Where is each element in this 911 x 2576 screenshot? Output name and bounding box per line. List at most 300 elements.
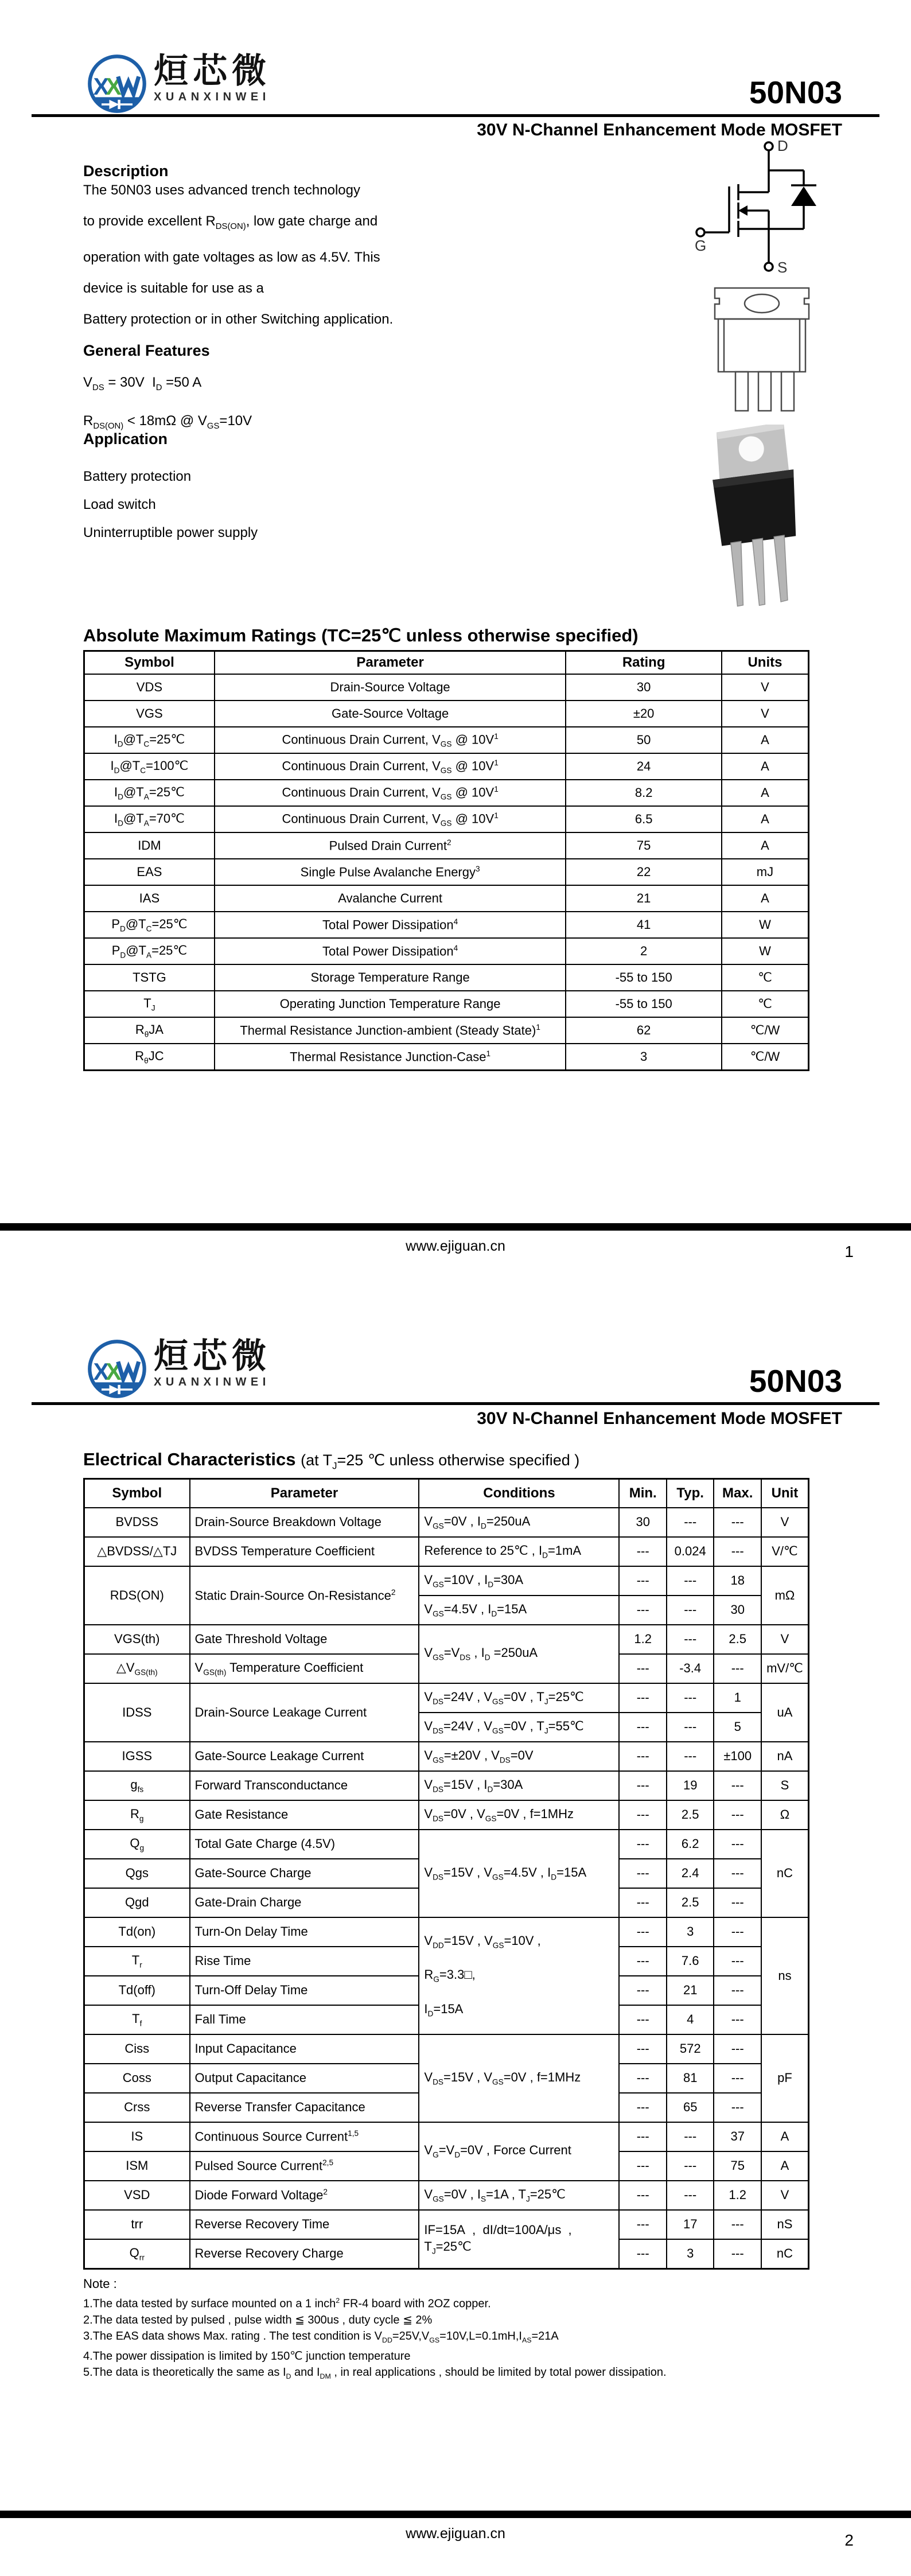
- logo-mark-icon: [86, 1338, 148, 1400]
- table-cell: ---: [619, 2181, 667, 2210]
- notes-list: [83, 2293, 840, 2384]
- table-cell: ---: [667, 1713, 714, 1742]
- table-row: [84, 2181, 809, 2210]
- table-cell: 50: [566, 727, 722, 753]
- table-cell: mJ: [722, 859, 809, 885]
- table-cell: ---: [619, 1596, 667, 1625]
- table-row: [84, 1742, 809, 1771]
- source-label: S: [777, 259, 788, 276]
- table-cell: 2.5: [667, 1800, 714, 1830]
- table-cell: $V_{DS}=15V$ , $V_{GS}=4.5V$ , $I_D=15A$: [419, 1830, 619, 1917]
- table-cell: A: [722, 832, 809, 859]
- table-cell: A: [722, 780, 809, 806]
- table-cell: Continuous Source Current$^{1,5}$: [190, 2122, 419, 2151]
- table-cell: Pulsed Source Current$^{2,5}$: [190, 2151, 419, 2181]
- body-arrow-icon: [738, 205, 748, 216]
- ec-title-text: Electrical Characteristics: [83, 1449, 296, 1469]
- table-cell: ---: [714, 1800, 761, 1830]
- table-cell: 19: [667, 1771, 714, 1800]
- table-cell: 1: [714, 1683, 761, 1713]
- description-line: device is suitable for use as a: [83, 280, 264, 296]
- table-cell: -3.4: [667, 1654, 714, 1683]
- table-cell: Qgd: [84, 1888, 190, 1917]
- table-cell: ---: [714, 2005, 761, 2034]
- table-cell: ---: [619, 2239, 667, 2269]
- feature-line: $R_{DS(ON)} < 18m\Omega$ @ $V_{GS}=10V$: [83, 413, 252, 431]
- table-cell: Td(on): [84, 1917, 190, 1947]
- page-number: 2: [844, 2531, 854, 2549]
- table-cell: mV/℃: [761, 1654, 809, 1683]
- table-cell: $V_{DS}=0V$ , $V_{GS}=0V$ , f=1MHz: [419, 1800, 619, 1830]
- table-cell: RDS(ON): [84, 1566, 190, 1625]
- table-cell: ns: [761, 1917, 809, 2034]
- table-cell: 6.2: [667, 1830, 714, 1859]
- table-cell: ---: [667, 2151, 714, 2181]
- table-cell: $V_{GS}=4.5V$ , $I_D=15A$: [419, 1596, 619, 1625]
- table-row: [84, 912, 809, 938]
- table-cell: 18: [714, 1566, 761, 1596]
- table-cell: V: [761, 1625, 809, 1654]
- table-cell: VDS: [84, 674, 215, 701]
- table-cell: Ciss: [84, 2034, 190, 2064]
- table-cell: ---: [619, 1654, 667, 1683]
- table-cell: Gate Resistance: [190, 1800, 419, 1830]
- table-cell: A: [722, 885, 809, 912]
- table-cell: Output Capacitance: [190, 2064, 419, 2093]
- table-cell: ---: [714, 1859, 761, 1888]
- table-row: [84, 1537, 809, 1566]
- table-row: [84, 701, 809, 727]
- table-cell: nA: [761, 1742, 809, 1771]
- table-cell: uA: [761, 1683, 809, 1742]
- table-cell: Reverse Transfer Capacitance: [190, 2093, 419, 2122]
- table-cell: ---: [714, 1508, 761, 1537]
- table-cell: $T_J$: [84, 991, 215, 1017]
- column-header: Parameter: [190, 1479, 419, 1508]
- table-cell: 1.2: [714, 2181, 761, 2210]
- ec-title-note: (at $T_J=25$ ℃ unless otherwise specified ): [301, 1452, 580, 1472]
- table-row: [84, 2122, 809, 2151]
- table-cell: Rise Time: [190, 1947, 419, 1976]
- table-cell: 1.2: [619, 1625, 667, 1654]
- table-row: [84, 1566, 809, 1596]
- table-cell: $V_{DD}=15V$ , $V_{GS}=10V$ , $R_G=3.3□$, $I_D=15A$: [419, 1917, 619, 2034]
- table-cell: ±20: [566, 701, 722, 727]
- notes-title: Note :: [83, 2277, 117, 2291]
- table-cell: $Q_g$: [84, 1830, 190, 1859]
- table-cell: Avalanche Current: [215, 885, 566, 912]
- table-cell: Single Pulse Avalanche Energy$^3$: [215, 859, 566, 885]
- company-logo: [86, 1338, 271, 1400]
- table-header-row: [84, 1479, 809, 1508]
- table-cell: $Q_{rr}$: [84, 2239, 190, 2269]
- column-header: Min.: [619, 1479, 667, 1508]
- table-cell: IGSS: [84, 1742, 190, 1771]
- description-line: to provide excellent $R_{DS(ON)}$, low gate charge and: [83, 213, 378, 231]
- table-cell: pF: [761, 2034, 809, 2122]
- table-cell: ---: [619, 1976, 667, 2005]
- table-cell: 21: [667, 1976, 714, 2005]
- brand-name-cn: 烜芯微: [154, 1337, 271, 1375]
- logo-letter-x2: X: [106, 73, 122, 100]
- table-cell: IDM: [84, 832, 215, 859]
- table-cell: ---: [714, 2034, 761, 2064]
- description-line: operation with gate voltages as low as 4.5V. This: [83, 249, 380, 265]
- table-cell: 24: [566, 753, 722, 780]
- page-number: 1: [844, 1243, 854, 1260]
- table-cell: Static Drain-Source On-Resistance$^2$: [190, 1566, 419, 1625]
- table-cell: Total Power Dissipation$^4$: [215, 912, 566, 938]
- logo-letter-x2: X: [106, 1358, 122, 1385]
- table-cell: A: [722, 727, 809, 753]
- table-cell: nC: [761, 1830, 809, 1917]
- amr-table: [83, 650, 809, 1071]
- table-cell: -55 to 150: [566, 991, 722, 1017]
- table-cell: 62: [566, 1017, 722, 1044]
- table-cell: Crss: [84, 2093, 190, 2122]
- header-rule: [32, 114, 879, 117]
- table-cell: Diode Forward Voltage$^2$: [190, 2181, 419, 2210]
- table-cell: $T_f$: [84, 2005, 190, 2034]
- part-number: 50N03: [749, 1363, 842, 1399]
- table-cell: 6.5: [566, 806, 722, 832]
- table-cell: A: [722, 753, 809, 780]
- logo-mark-icon: [86, 53, 148, 115]
- table-cell: Thermal Resistance Junction-ambient (Steady State)$^1$: [215, 1017, 566, 1044]
- table-row: [84, 938, 809, 964]
- table-cell: ---: [714, 2239, 761, 2269]
- table-cell: 2.4: [667, 1859, 714, 1888]
- table-cell: VGS(th): [84, 1625, 190, 1654]
- note-line: 2.The data tested by pulsed , pulse width ≦ 300us , duty cycle ≦ 2%: [83, 2313, 433, 2326]
- table-row: [84, 2210, 809, 2239]
- brand-name-cn: 烜芯微: [154, 52, 271, 90]
- table-cell: Continuous Drain Current, $V_{GS}$ @ $10V^1$: [215, 780, 566, 806]
- note-line: 3.The EAS data shows Max. rating . The test condition is $V_{DD}=25V,V_{GS}=10V,L=0.1mH,I_{AS}=21A$: [83, 2329, 559, 2344]
- table-cell: ℃: [722, 991, 809, 1017]
- brand-name-en: XUANXINWEI: [154, 1376, 270, 1388]
- description-line: The 50N03 uses advanced trench technology: [83, 182, 360, 198]
- table-cell: ℃/W: [722, 1044, 809, 1071]
- drain-label: D: [777, 141, 788, 154]
- table-cell: TSTG: [84, 964, 215, 991]
- table-cell: 30: [566, 674, 722, 701]
- table-cell: trr: [84, 2210, 190, 2239]
- table-cell: 7.6: [667, 1947, 714, 1976]
- logo-letter-x1: X: [93, 73, 110, 100]
- table-cell: ---: [714, 1654, 761, 1683]
- table-cell: $I_D@T_A=25℃$: [84, 780, 215, 806]
- table-cell: 5: [714, 1713, 761, 1742]
- table-cell: Gate-Source Charge: [190, 1859, 419, 1888]
- table-cell: EAS: [84, 859, 215, 885]
- table-row: [84, 780, 809, 806]
- table-cell: Total Power Dissipation$^4$: [215, 938, 566, 964]
- column-header: Rating: [566, 651, 722, 675]
- table-cell: 8.2: [566, 780, 722, 806]
- package-outline-drawing: [710, 286, 813, 421]
- table-cell: $P_D@T_A=25℃$: [84, 938, 215, 964]
- table-cell: ---: [619, 1742, 667, 1771]
- brand-names: [154, 53, 271, 104]
- table-cell: $V_{GS}=V_{DS}$ , $I_D =250uA$: [419, 1625, 619, 1683]
- table-cell: ---: [667, 2181, 714, 2210]
- table-cell: 3: [667, 2239, 714, 2269]
- description-title: Description: [83, 162, 169, 180]
- table-cell: Turn-Off Delay Time: [190, 1976, 419, 2005]
- table-cell: $V_{DS}=15V$ , $I_D=30A$: [419, 1771, 619, 1800]
- table-cell: ISM: [84, 2151, 190, 2181]
- table-row: [84, 964, 809, 991]
- table-cell: V: [761, 2181, 809, 2210]
- table-cell: ℃: [722, 964, 809, 991]
- header-rule: [32, 1402, 879, 1405]
- table-cell: ---: [714, 1976, 761, 2005]
- table-cell: 65: [667, 2093, 714, 2122]
- table-cell: ---: [619, 1888, 667, 1917]
- table-cell: 2: [566, 938, 722, 964]
- table-cell: ---: [619, 1683, 667, 1713]
- table-cell: W: [722, 938, 809, 964]
- table-row: [84, 859, 809, 885]
- table-cell: ---: [619, 1917, 667, 1947]
- table-cell: ---: [667, 1742, 714, 1771]
- application-line: Uninterruptible power supply: [83, 525, 258, 540]
- product-subtitle: 30V N-Channel Enhancement Mode MOSFET: [477, 120, 842, 139]
- table-cell: ---: [714, 1947, 761, 1976]
- table-cell: Gate-Source Leakage Current: [190, 1742, 419, 1771]
- table-cell: Ω: [761, 1800, 809, 1830]
- table-cell: $V_{GS(th)}$ Temperature Coefficient: [190, 1654, 419, 1683]
- application-line: Load switch: [83, 497, 156, 512]
- ec-title: [83, 1450, 579, 1471]
- table-row: [84, 1771, 809, 1800]
- note-line: 4.The power dissipation is limited by 150℃ junction temperature: [83, 2349, 411, 2363]
- table-cell: Thermal Resistance Junction-Case$^1$: [215, 1044, 566, 1071]
- footer-divider: [0, 2511, 911, 2518]
- column-header: Symbol: [84, 1479, 190, 1508]
- application-line: Battery protection: [83, 469, 192, 484]
- table-cell: $V_{DS}=24V$ , $V_{GS}=0V$ , $T_J=25℃$: [419, 1683, 619, 1713]
- table-cell: ---: [619, 1800, 667, 1830]
- features-title: General Features: [83, 342, 210, 359]
- table-cell: -55 to 150: [566, 964, 722, 991]
- table-cell: △BVDSS/△TJ: [84, 1537, 190, 1566]
- table-cell: ---: [619, 1830, 667, 1859]
- table-cell: $R_\theta JA$: [84, 1017, 215, 1044]
- feature-line: $V_{DS} = 30V$ $I_D =50$ A: [83, 375, 202, 392]
- table-cell: $R_\theta JC$: [84, 1044, 215, 1071]
- table-cell: ---: [619, 1713, 667, 1742]
- table-row: [84, 1917, 809, 1947]
- table-cell: Continuous Drain Current, $V_{GS}$ @ $10V^1$: [215, 806, 566, 832]
- table-cell: ---: [619, 2093, 667, 2122]
- table-row: [84, 806, 809, 832]
- table-cell: V: [722, 701, 809, 727]
- column-header: Typ.: [667, 1479, 714, 1508]
- table-cell: mΩ: [761, 1566, 809, 1625]
- table-cell: A: [722, 806, 809, 832]
- footer-divider: [0, 1223, 911, 1231]
- table-row: [84, 1625, 809, 1654]
- table-row: [84, 753, 809, 780]
- table-cell: ---: [714, 1830, 761, 1859]
- table-cell: $V_{DS}=15V$ , $V_{GS}=0V$ , f=1MHz: [419, 2034, 619, 2122]
- part-number: 50N03: [749, 75, 842, 110]
- description-paragraph: [83, 175, 634, 335]
- table-header-row: [84, 651, 809, 675]
- table-cell: ---: [619, 2151, 667, 2181]
- table-cell: VSD: [84, 2181, 190, 2210]
- column-header: Parameter: [215, 651, 566, 675]
- table-cell: IDSS: [84, 1683, 190, 1742]
- gate-label: G: [695, 237, 707, 254]
- table-cell: nS: [761, 2210, 809, 2239]
- table-cell: $V_{GS}=10V$ , $I_D=30A$: [419, 1566, 619, 1596]
- table-cell: ---: [667, 1683, 714, 1713]
- table-cell: Operating Junction Temperature Range: [215, 991, 566, 1017]
- column-header: Symbol: [84, 651, 215, 675]
- table-cell: Total Gate Charge (4.5V): [190, 1830, 419, 1859]
- table-cell: $V_G=V_D=0V$ , Force Current: [419, 2122, 619, 2181]
- table-cell: 37: [714, 2122, 761, 2151]
- table-cell: ---: [619, 1859, 667, 1888]
- table-cell: 572: [667, 2034, 714, 2064]
- table-row: [84, 1800, 809, 1830]
- table-cell: Drain-Source Breakdown Voltage: [190, 1508, 419, 1537]
- table-cell: Fall Time: [190, 2005, 419, 2034]
- table-cell: $V_{GS}=\pm 20V$ , $V_{DS}=0V$: [419, 1742, 619, 1771]
- table-cell: 41: [566, 912, 722, 938]
- table-cell: S: [761, 1771, 809, 1800]
- table-cell: Continuous Drain Current, $V_{GS}$ @ $10V^1$: [215, 727, 566, 753]
- table-cell: Pulsed Drain Current$^2$: [215, 832, 566, 859]
- table-cell: ---: [667, 1596, 714, 1625]
- table-row: [84, 1017, 809, 1044]
- table-cell: ---: [619, 1947, 667, 1976]
- footer-url: www.ejiguan.cn: [406, 1238, 505, 1254]
- table-cell: A: [761, 2151, 809, 2181]
- table-cell: ---: [619, 2034, 667, 2064]
- table-cell: ---: [714, 1771, 761, 1800]
- table-cell: Reference to 25℃ , $I_D=1mA$: [419, 1537, 619, 1566]
- table-cell: 30: [619, 1508, 667, 1537]
- footer-url: www.ejiguan.cn: [406, 2526, 505, 2542]
- company-logo: [86, 53, 271, 115]
- table-cell: Reverse Recovery Charge: [190, 2239, 419, 2269]
- table-cell: ---: [667, 1508, 714, 1537]
- brand-name-en: XUANXINWEI: [154, 91, 270, 103]
- table-cell: 21: [566, 885, 722, 912]
- table-cell: 75: [714, 2151, 761, 2181]
- table-cell: $V_{DS}=24V$ , $V_{GS}=0V$ , $T_J=55℃$: [419, 1713, 619, 1742]
- table-cell: VGS: [84, 701, 215, 727]
- table-row: [84, 2034, 809, 2064]
- table-cell: IF=15A , dI/dt=100A/μs , $T_J=25℃$: [419, 2210, 619, 2269]
- table-cell: ±100: [714, 1742, 761, 1771]
- table-cell: $I_D@T_A=70℃$: [84, 806, 215, 832]
- package-photo: [706, 425, 809, 611]
- table-cell: ---: [714, 1917, 761, 1947]
- table-cell: W: [722, 912, 809, 938]
- note-line: 5.The data is theoretically the same as $I_D$ and $I_{DM}$ , in real applications , should be limited by total power dissipation.: [83, 2365, 667, 2380]
- column-header: Unit: [761, 1479, 809, 1508]
- table-cell: $g_{fs}$: [84, 1771, 190, 1800]
- table-cell: Qgs: [84, 1859, 190, 1888]
- application-list: [83, 462, 599, 547]
- table-cell: ---: [619, 1771, 667, 1800]
- table-cell: $P_D@T_C=25℃$: [84, 912, 215, 938]
- table-cell: $I_D@T_C=100℃$: [84, 753, 215, 780]
- table-cell: 0.024: [667, 1537, 714, 1566]
- table-cell: 17: [667, 2210, 714, 2239]
- column-header: Units: [722, 651, 809, 675]
- table-cell: ---: [714, 1888, 761, 1917]
- table-cell: $V_{GS}=0V$ , $I_D=250uA$: [419, 1508, 619, 1537]
- table-cell: ---: [619, 2005, 667, 2034]
- table-cell: 81: [667, 2064, 714, 2093]
- table-cell: V: [761, 1508, 809, 1537]
- table-cell: Drain-Source Leakage Current: [190, 1683, 419, 1742]
- table-cell: A: [761, 2122, 809, 2151]
- table-row: [84, 674, 809, 701]
- table-cell: ---: [667, 1566, 714, 1596]
- column-header: Max.: [714, 1479, 761, 1508]
- table-cell: BVDSS: [84, 1508, 190, 1537]
- table-cell: ---: [714, 2210, 761, 2239]
- table-row: [84, 832, 809, 859]
- table-cell: $T_r$: [84, 1947, 190, 1976]
- table-row: [84, 885, 809, 912]
- table-cell: Turn-On Delay Time: [190, 1917, 419, 1947]
- table-cell: ---: [619, 1537, 667, 1566]
- table-cell: Forward Transconductance: [190, 1771, 419, 1800]
- table-cell: Coss: [84, 2064, 190, 2093]
- table-cell: ---: [667, 1625, 714, 1654]
- table-cell: ---: [619, 2210, 667, 2239]
- mosfet-symbol-diagram: [691, 141, 835, 278]
- table-cell: $V_{GS}=0V$ , $I_S=1A$ , $T_J=25℃$: [419, 2181, 619, 2210]
- table-cell: Storage Temperature Range: [215, 964, 566, 991]
- table-cell: Continuous Drain Current, $V_{GS}$ @ $10V^1$: [215, 753, 566, 780]
- table-row: [84, 1683, 809, 1713]
- table-cell: ---: [619, 1566, 667, 1596]
- table-cell: V: [722, 674, 809, 701]
- column-header: Conditions: [419, 1479, 619, 1508]
- table-cell: 3: [566, 1044, 722, 1071]
- table-cell: $\triangle V_{GS(th)}$: [84, 1654, 190, 1683]
- table-cell: ---: [714, 2064, 761, 2093]
- amr-title: Absolute Maximum Ratings (TC=25℃ unless otherwise specified): [83, 625, 639, 645]
- table-cell: 22: [566, 859, 722, 885]
- table-row: [84, 1044, 809, 1071]
- table-cell: BVDSS Temperature Coefficient: [190, 1537, 419, 1566]
- table-cell: nC: [761, 2239, 809, 2269]
- table-cell: 30: [714, 1596, 761, 1625]
- note-line: 1.The data tested by surface mounted on a 1 inch$^2$ FR-4 board with 2OZ copper.: [83, 2297, 491, 2310]
- logo-letter-x1: X: [93, 1358, 110, 1385]
- application-title: Application: [83, 430, 168, 448]
- table-row: [84, 991, 809, 1017]
- table-cell: ---: [667, 2122, 714, 2151]
- table-cell: Gate-Drain Charge: [190, 1888, 419, 1917]
- table-cell: ---: [714, 1537, 761, 1566]
- product-subtitle: 30V N-Channel Enhancement Mode MOSFET: [477, 1409, 842, 1428]
- table-row: [84, 1830, 809, 1859]
- table-cell: 4: [667, 2005, 714, 2034]
- body-diode-icon: [791, 186, 816, 206]
- ec-table: [83, 1478, 809, 2270]
